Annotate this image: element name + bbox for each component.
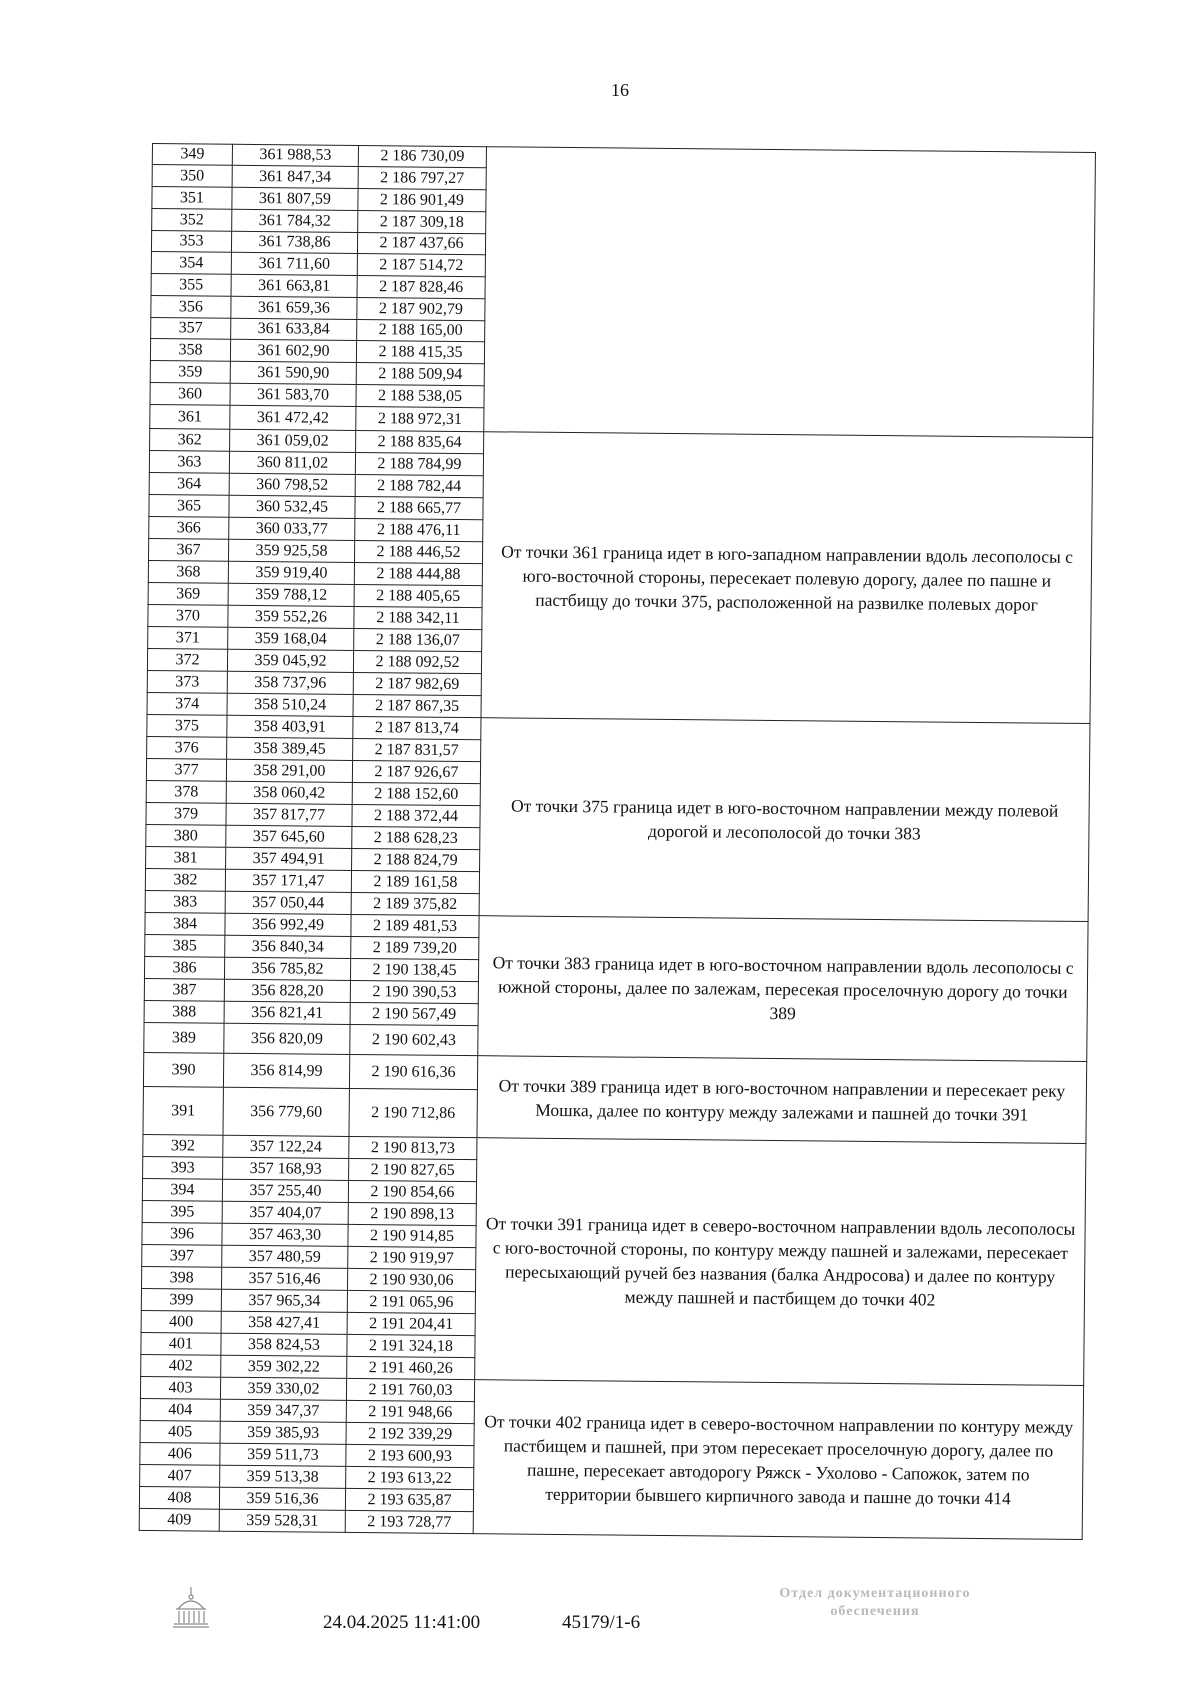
y-coordinate: 2 190 616,36 [349, 1054, 477, 1089]
x-coordinate: 358 060,42 [226, 781, 352, 804]
y-coordinate: 2 191 460,26 [347, 1356, 475, 1379]
point-number: 369 [148, 582, 228, 605]
x-coordinate: 359 511,73 [220, 1443, 346, 1466]
document-code: 45179/1-6 [562, 1612, 641, 1633]
point-number: 354 [151, 251, 231, 274]
point-number: 381 [146, 846, 226, 869]
y-coordinate: 2 188 628,23 [352, 826, 480, 849]
x-coordinate: 359 385,93 [220, 1421, 346, 1444]
point-number: 353 [151, 231, 231, 253]
x-coordinate: 360 532,45 [229, 495, 355, 518]
coordinates-table [139, 143, 1096, 1540]
y-coordinate: 2 188 972,31 [356, 406, 484, 431]
x-coordinate: 356 840,34 [225, 935, 351, 958]
y-coordinate: 2 187 982,69 [353, 672, 481, 695]
y-coordinate: 2 190 813,73 [349, 1136, 477, 1159]
point-number: 406 [140, 1442, 220, 1465]
y-coordinate: 2 191 760,03 [346, 1378, 474, 1401]
y-coordinate: 2 190 914,85 [348, 1224, 476, 1247]
x-coordinate: 359 919,40 [228, 561, 354, 584]
point-number: 402 [141, 1354, 221, 1377]
point-number: 368 [148, 560, 228, 583]
x-coordinate: 358 403,91 [227, 715, 353, 738]
y-coordinate: 2 190 930,06 [347, 1268, 475, 1291]
point-number: 401 [141, 1332, 221, 1355]
boundary-description: От точки 402 граница идет в северо-восточном направлении по контуру между пастбищем и пашней, при этом пересекает проселочную дорогу, далее по пашне, пересекает автодорогу Ряжск - Ухолово - Сапожок, затем по территории бывшего кирпичного завода и пашне до точки 414 [473, 1380, 1083, 1540]
y-coordinate: 2 190 567,49 [350, 1002, 478, 1025]
x-coordinate: 361 590,90 [230, 361, 356, 384]
point-number: 395 [142, 1200, 222, 1223]
point-number: 392 [143, 1134, 223, 1157]
point-number: 358 [150, 338, 230, 361]
x-coordinate: 361 059,02 [230, 429, 356, 452]
point-number: 409 [139, 1508, 219, 1531]
x-coordinate: 361 807,59 [232, 187, 358, 210]
logo-icon [170, 1583, 212, 1631]
y-coordinate: 2 187 867,35 [353, 694, 481, 717]
x-coordinate: 356 814,99 [223, 1053, 349, 1088]
y-coordinate: 2 190 854,66 [348, 1180, 476, 1203]
y-coordinate: 2 188 405,65 [354, 584, 482, 607]
y-coordinate: 2 192 339,29 [346, 1422, 474, 1445]
y-coordinate: 2 188 092,52 [353, 650, 481, 673]
y-coordinate: 2 188 152,60 [352, 782, 480, 805]
y-coordinate: 2 188 538,05 [356, 384, 484, 407]
x-coordinate: 360 811,02 [229, 451, 355, 474]
y-coordinate: 2 190 390,53 [350, 980, 478, 1003]
boundary-description [484, 147, 1096, 438]
y-coordinate: 2 191 948,66 [346, 1400, 474, 1423]
point-number: 356 [151, 295, 231, 318]
point-number: 404 [140, 1398, 220, 1421]
x-coordinate: 361 633,84 [231, 318, 357, 340]
x-coordinate: 361 784,32 [232, 209, 358, 232]
y-coordinate: 2 187 514,72 [357, 253, 485, 276]
x-coordinate: 357 171,47 [225, 869, 351, 892]
y-coordinate: 2 188 372,44 [352, 804, 480, 827]
y-coordinate: 2 189 375,82 [351, 892, 479, 915]
point-number: 408 [139, 1486, 219, 1509]
point-number: 399 [141, 1288, 221, 1311]
y-coordinate: 2 187 813,74 [353, 716, 481, 739]
x-coordinate: 361 663,81 [231, 274, 357, 297]
y-coordinate: 2 191 324,18 [347, 1334, 475, 1357]
x-coordinate: 357 404,07 [222, 1201, 348, 1224]
point-number: 359 [150, 360, 230, 383]
y-coordinate: 2 188 342,11 [354, 606, 482, 629]
x-coordinate: 359 302,22 [221, 1355, 347, 1378]
x-coordinate: 358 737,96 [227, 671, 353, 694]
point-number: 352 [152, 209, 232, 232]
point-number: 349 [152, 144, 232, 166]
x-coordinate: 359 788,12 [228, 583, 354, 606]
point-number: 379 [146, 802, 226, 825]
point-number: 375 [147, 714, 227, 737]
page-number: 16 [611, 80, 629, 100]
point-number: 366 [149, 516, 229, 539]
boundary-description: От точки 375 граница идет в юго-восточном направлении между полевой дорогой и лесополосой до точки 383 [479, 718, 1090, 922]
y-coordinate: 2 189 161,58 [351, 870, 479, 893]
y-coordinate: 2 188 444,88 [354, 562, 482, 585]
x-coordinate: 357 122,24 [223, 1135, 349, 1158]
point-number: 371 [148, 626, 228, 649]
point-number: 374 [147, 692, 227, 715]
x-coordinate: 361 583,70 [230, 383, 356, 406]
y-coordinate: 2 188 415,35 [356, 340, 484, 363]
x-coordinate: 359 168,04 [228, 627, 354, 650]
point-number: 386 [144, 956, 224, 979]
point-number: 365 [149, 494, 229, 517]
point-number: 350 [152, 165, 232, 188]
boundary-description: От точки 383 граница идет в юго-восточном направлении вдоль лесополосы с южной стороны, далее по залежам, пересекая проселочную дорогу до точки 389 [478, 916, 1088, 1062]
y-coordinate: 2 191 065,96 [347, 1290, 475, 1313]
y-coordinate: 2 186 797,27 [358, 166, 486, 189]
y-coordinate: 2 190 919,97 [348, 1246, 476, 1269]
point-number: 405 [140, 1420, 220, 1443]
point-number: 407 [140, 1464, 220, 1487]
y-coordinate: 2 193 728,77 [345, 1510, 473, 1533]
point-number: 396 [142, 1222, 222, 1245]
point-number: 400 [141, 1310, 221, 1333]
x-coordinate: 356 821,41 [224, 1001, 350, 1024]
y-coordinate: 2 188 782,44 [355, 474, 483, 497]
point-number: 394 [142, 1178, 222, 1201]
y-coordinate: 2 193 613,22 [346, 1466, 474, 1489]
point-number: 351 [152, 187, 232, 210]
y-coordinate: 2 188 165,00 [357, 319, 485, 341]
x-coordinate: 360 033,77 [229, 517, 355, 540]
point-number: 393 [143, 1156, 223, 1179]
x-coordinate: 359 925,58 [228, 539, 354, 562]
x-coordinate: 357 255,40 [222, 1179, 348, 1202]
x-coordinate: 356 779,60 [223, 1087, 349, 1136]
y-coordinate: 2 188 136,07 [354, 628, 482, 651]
x-coordinate: 356 992,49 [225, 913, 351, 936]
x-coordinate: 357 463,30 [222, 1223, 348, 1246]
point-number: 397 [142, 1244, 222, 1267]
point-number: 387 [144, 978, 224, 1001]
x-coordinate: 359 347,37 [220, 1399, 346, 1422]
x-coordinate: 357 480,59 [222, 1245, 348, 1268]
point-number: 383 [145, 890, 225, 913]
point-number: 384 [145, 912, 225, 935]
x-coordinate: 360 798,52 [229, 473, 355, 496]
x-coordinate: 357 168,93 [223, 1157, 349, 1180]
y-coordinate: 2 190 138,45 [350, 958, 478, 981]
point-number: 372 [147, 648, 227, 671]
boundary-description: От точки 389 граница идет в юго-восточном направлении и пересекает реку Мошка, далее по контуру между залежами и пашней до точки 391 [477, 1056, 1087, 1144]
y-coordinate: 2 190 898,13 [348, 1202, 476, 1225]
x-coordinate: 357 817,77 [226, 803, 352, 826]
x-coordinate: 361 738,86 [231, 231, 357, 253]
point-number: 367 [148, 538, 228, 561]
y-coordinate: 2 190 602,43 [350, 1024, 478, 1055]
x-coordinate: 357 516,46 [222, 1267, 348, 1290]
x-coordinate: 358 389,45 [227, 737, 353, 760]
y-coordinate: 2 188 509,94 [356, 362, 484, 385]
x-coordinate: 357 645,60 [226, 825, 352, 848]
x-coordinate: 357 965,34 [221, 1289, 347, 1312]
point-number: 360 [150, 382, 230, 405]
y-coordinate: 2 188 824,79 [352, 848, 480, 871]
y-coordinate: 2 191 204,41 [347, 1312, 475, 1335]
x-coordinate: 358 510,24 [227, 693, 353, 716]
x-coordinate: 359 513,38 [220, 1465, 346, 1488]
point-number: 377 [146, 758, 226, 781]
x-coordinate: 361 711,60 [231, 252, 357, 275]
x-coordinate: 358 427,41 [221, 1311, 347, 1334]
point-number: 373 [147, 670, 227, 693]
point-number: 361 [150, 404, 230, 429]
point-number: 363 [149, 450, 229, 473]
point-number: 357 [151, 317, 231, 339]
y-coordinate: 2 187 309,18 [358, 210, 486, 233]
x-coordinate: 358 824,53 [221, 1333, 347, 1356]
y-coordinate: 2 188 784,99 [355, 452, 483, 475]
x-coordinate: 356 785,82 [224, 957, 350, 980]
point-number: 385 [145, 934, 225, 957]
boundary-description: От точки 361 граница идет в юго-западном направлении вдоль лесополосы с юго-восточной стороны, пересекает полевую дорогу, далее по пашне и пастбищу до точки 375, расположенной на развилке полевых дорог [481, 432, 1093, 724]
y-coordinate: 2 190 712,86 [349, 1088, 477, 1137]
point-number: 362 [150, 428, 230, 451]
y-coordinate: 2 188 835,64 [356, 430, 484, 453]
point-number: 376 [147, 736, 227, 759]
point-number: 390 [143, 1052, 223, 1087]
y-coordinate: 2 187 902,79 [357, 297, 485, 320]
y-coordinate: 2 186 730,09 [358, 145, 486, 167]
x-coordinate: 359 045,92 [227, 649, 353, 672]
x-coordinate: 356 820,09 [224, 1023, 350, 1054]
point-number: 388 [144, 1000, 224, 1023]
x-coordinate: 357 494,91 [226, 847, 352, 870]
y-coordinate: 2 188 476,11 [355, 518, 483, 541]
x-coordinate: 358 291,00 [226, 759, 352, 782]
x-coordinate: 359 516,36 [219, 1487, 345, 1510]
boundary-description: От точки 391 граница идет в северо-восточном направлении вдоль лесополосы с юго-восточной стороны, по контуру между пашней и залежами, пересекает пересыхающий ручей без названия (балка Андросова) и далее по контуру между пашней и пастбищем до точки 402 [475, 1138, 1086, 1386]
x-coordinate: 361 988,53 [232, 144, 358, 166]
point-number: 380 [146, 824, 226, 847]
x-coordinate: 356 828,20 [224, 979, 350, 1002]
y-coordinate: 2 186 901,49 [358, 188, 486, 211]
y-coordinate: 2 188 446,52 [354, 540, 482, 563]
y-coordinate: 2 193 635,87 [345, 1488, 473, 1511]
y-coordinate: 2 187 831,57 [353, 738, 481, 761]
y-coordinate: 2 193 600,93 [346, 1444, 474, 1467]
x-coordinate: 359 330,02 [220, 1377, 346, 1400]
x-coordinate: 359 528,31 [219, 1509, 345, 1532]
point-number: 355 [151, 273, 231, 296]
y-coordinate: 2 187 437,66 [357, 232, 485, 254]
department-stamp: Отдел документационного обеспечения [779, 1586, 971, 1619]
point-number: 389 [144, 1022, 224, 1053]
point-number: 398 [142, 1266, 222, 1289]
y-coordinate: 2 188 665,77 [355, 496, 483, 519]
point-number: 378 [146, 780, 226, 803]
x-coordinate: 357 050,44 [225, 891, 351, 914]
y-coordinate: 2 187 926,67 [352, 760, 480, 783]
x-coordinate: 361 659,36 [231, 296, 357, 319]
x-coordinate: 361 472,42 [230, 405, 356, 430]
x-coordinate: 359 552,26 [228, 605, 354, 628]
footer-date: 24.04.2025 11:41:00 [323, 1612, 481, 1633]
x-coordinate: 361 847,34 [232, 165, 358, 188]
y-coordinate: 2 187 828,46 [357, 275, 485, 298]
x-coordinate: 361 602,90 [230, 339, 356, 362]
point-number: 403 [140, 1376, 220, 1399]
point-number: 382 [145, 868, 225, 891]
point-number: 391 [143, 1086, 223, 1135]
y-coordinate: 2 189 739,20 [351, 936, 479, 959]
point-number: 364 [149, 472, 229, 495]
y-coordinate: 2 189 481,53 [351, 914, 479, 937]
point-number: 370 [148, 604, 228, 627]
y-coordinate: 2 190 827,65 [349, 1158, 477, 1181]
